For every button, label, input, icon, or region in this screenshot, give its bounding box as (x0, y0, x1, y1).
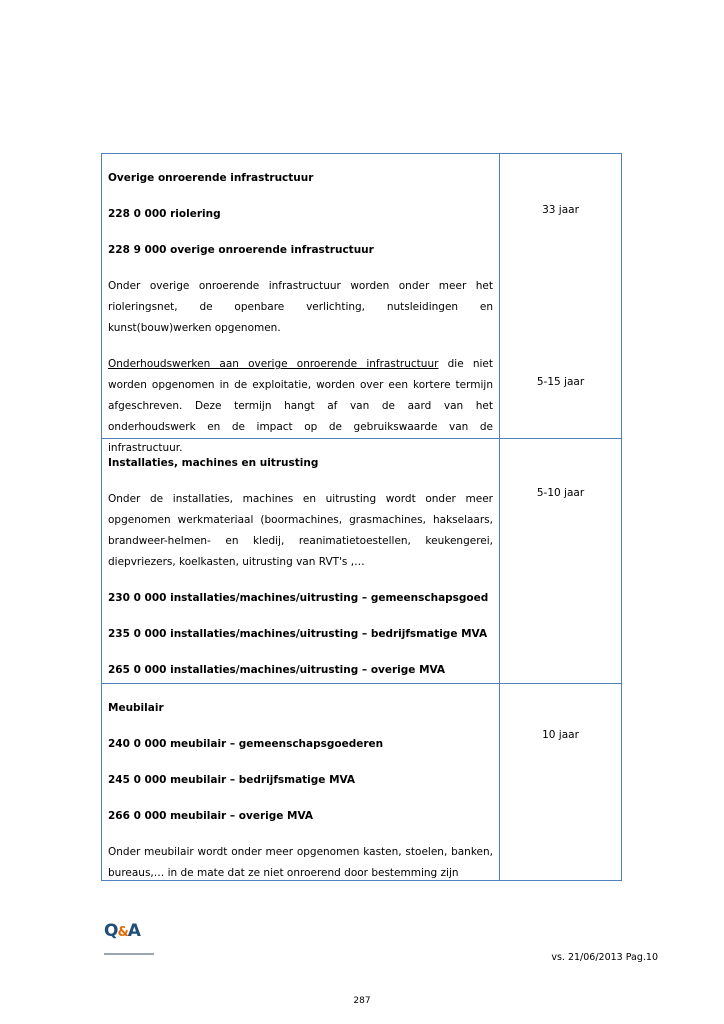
description-paragraph: Onder de installaties, machines en uitrusting wordt onder meer opgenomen werkmateriaal (boormachines, grasmachines, hakselaars, brandweer-helmen- en kledij, reanimatietoestellen, keukengerei, diepvriezers, koelkasten, uitrusting van RVT's ,… (108, 493, 493, 568)
account-code: 240 0 000 meubilair – gemeenschapsgoederen (108, 738, 384, 750)
account-code: 265 0 000 installaties/machines/uitrusting – overige MVA (108, 664, 446, 676)
description-cell (102, 684, 500, 880)
description-paragraph: Onder overige onroerende infrastructuur worden onder meer het rioleringsnet, de openbare verlichting, nutsleidingen en kunst(bouw)werken opgenomen. (108, 280, 493, 334)
depreciation-term: 5-10 jaar (536, 487, 585, 499)
logo-mark: Q&A (104, 921, 140, 941)
underlined-phrase: Onderhoudswerken aan overige onroerende infrastructuur (108, 358, 439, 370)
depreciation-term: 33 jaar (542, 204, 579, 216)
version-footer: vs. 21/06/2013 Pag.10 (551, 952, 658, 963)
account-code: 235 0 000 installaties/machines/uitrusting – bedrijfsmatige MVA (108, 628, 488, 640)
depreciation-term: 5-15 jaar (536, 376, 585, 388)
qa-logo (104, 921, 160, 951)
term-cell (500, 154, 621, 438)
paragraph-text: die niet worden opgenomen in de exploitatie, worden over een kortere termijn afgeschreven. Deze termijn hangt af van de aard van het onderhoudswerk en de impact op de gebruikswaarde van de infrastructuur. (108, 358, 493, 454)
account-code: 266 0 000 meubilair – overige MVA (108, 810, 314, 822)
term-cell (500, 684, 621, 880)
page-number: 287 (353, 996, 371, 1006)
description-cell (102, 439, 500, 683)
section-heading: Meubilair (108, 702, 164, 714)
table-row (102, 683, 621, 880)
logo-tagline-graphic (104, 952, 156, 956)
table-row (102, 438, 621, 683)
description-paragraph: Onder meubilair wordt onder meer opgenomen kasten, stoelen, banken, bureaus,… in de mate dat ze niet onroerend door bestemming zijn (108, 846, 493, 879)
term-cell (500, 439, 621, 683)
account-code: 245 0 000 meubilair – bedrijfsmatige MVA (108, 774, 356, 786)
depreciation-term: 10 jaar (542, 729, 579, 741)
account-code: 230 0 000 installaties/machines/uitrusting – gemeenschapsgoed (108, 592, 489, 604)
account-code: 228 9 000 overige onroerende infrastructuur (108, 244, 374, 256)
section-heading: Overige onroerende infrastructuur (108, 172, 314, 184)
account-code: 228 0 000 riolering (108, 208, 221, 220)
table-row (102, 154, 621, 454)
section-heading: Installaties, machines en uitrusting (108, 457, 319, 469)
depreciation-table (101, 153, 622, 881)
description-cell (102, 154, 500, 454)
